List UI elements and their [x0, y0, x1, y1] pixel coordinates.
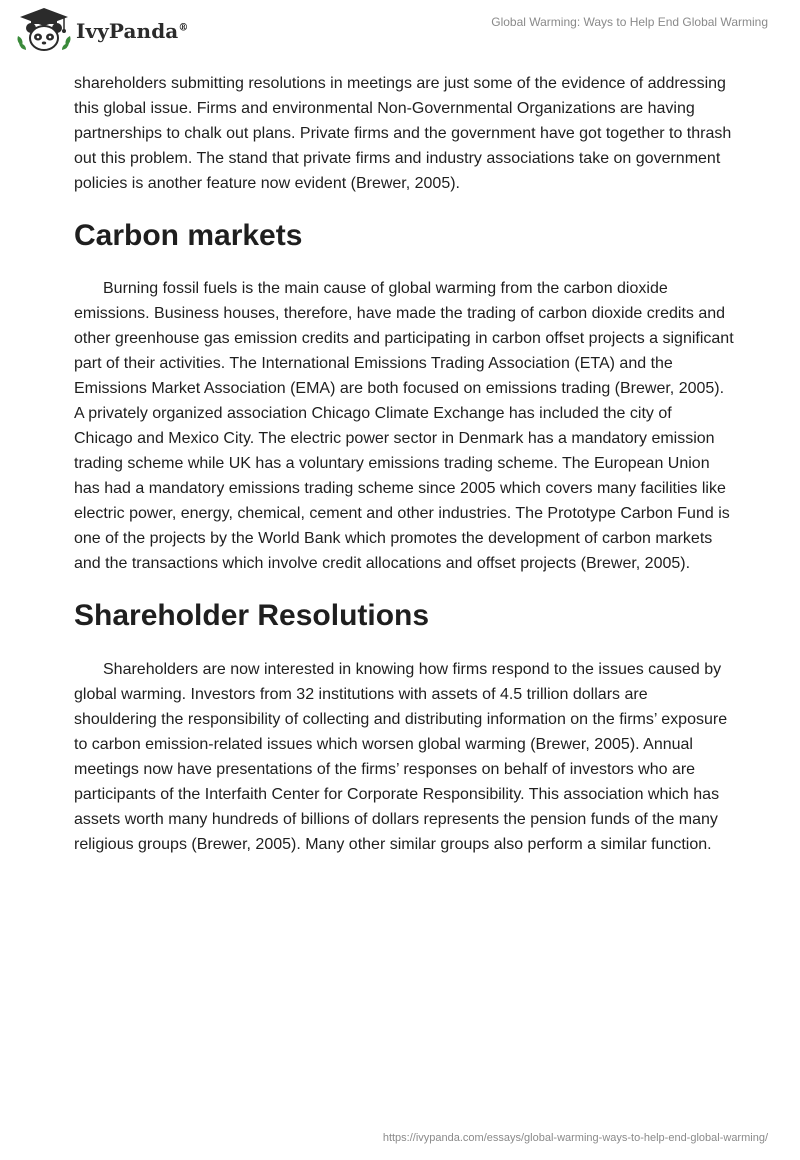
brand-name: IvyPanda®	[76, 19, 189, 43]
document-title: Global Warming: Ways to Help End Global Warming	[491, 15, 768, 29]
source-url-link[interactable]: https://ivypanda.com/essays/global-warming-ways-to-help-end-global-warming/	[382, 1132, 768, 1144]
registered-mark: ®	[178, 22, 189, 34]
section-heading-shareholder-resolutions: Shareholder Resolutions	[74, 599, 430, 632]
panda-graduate-icon	[14, 6, 74, 56]
section-paragraph-carbon-markets: Burning fossil fuels is the main cause of global warming from the carbon dioxide emissions. Business houses, therefore, have made the trading of carbon dioxide credits and other greenhouse gas emission credits and participating in carbon offset projects a significant part of their activities. The International Emissions Trading Association (ETA) and the Emissions Market Association (EMA) are both focused on emissions trading (Brewer, 2005). A privately organized association Chicago Climate Exchange has included the city of Chicago and Mexico City. The electric power sector in Denmark has a mandatory emission trading scheme while UK has a voluntary emissions trading scheme. The European Union has had a mandatory emissions trading scheme since 2005 which covers many facilities like electric power, energy, chemical, cement and other industries. The Prototype Carbon Fund is one of the projects by the World Bank which promotes the development of carbon markets and the transactions which involve credit allocations and offset projects (Brewer, 2005).	[74, 280, 734, 572]
page-header	[0, 0, 800, 64]
essay-body	[74, 71, 734, 857]
section-paragraph-shareholder-resolutions: Shareholders are now interested in knowing how firms respond to the issues caused by global warming. Investors from 32 institutions with assets of 4.5 trillion dollars are shouldering the responsibility of collecting and distributing information on the firms’ exposure to carbon emission-related issues which worsen global warming (Brewer, 2005). Annual meetings now have presentations of the firms’ responses on behalf of investors who are participants of the Interfaith Center for Corporate Responsibility. This association which has assets worth many hundreds of billions of dollars represents the pension funds of the many religious groups (Brewer, 2005). Many other similar groups also perform a similar function.	[74, 661, 728, 853]
intro-paragraph: shareholders submitting resolutions in meetings are just some of the evidence of addressing this global issue. Firms and environmental Non-Governmental Organizations are having partnerships to chalk out plans. Private firms and the government have got together to thrash out this problem. The stand that private firms and industry associations take on government policies is another feature now evident (Brewer, 2005).	[74, 75, 732, 192]
ivypanda-logo[interactable]	[14, 6, 188, 56]
section-heading-carbon-markets: Carbon markets	[74, 219, 303, 252]
